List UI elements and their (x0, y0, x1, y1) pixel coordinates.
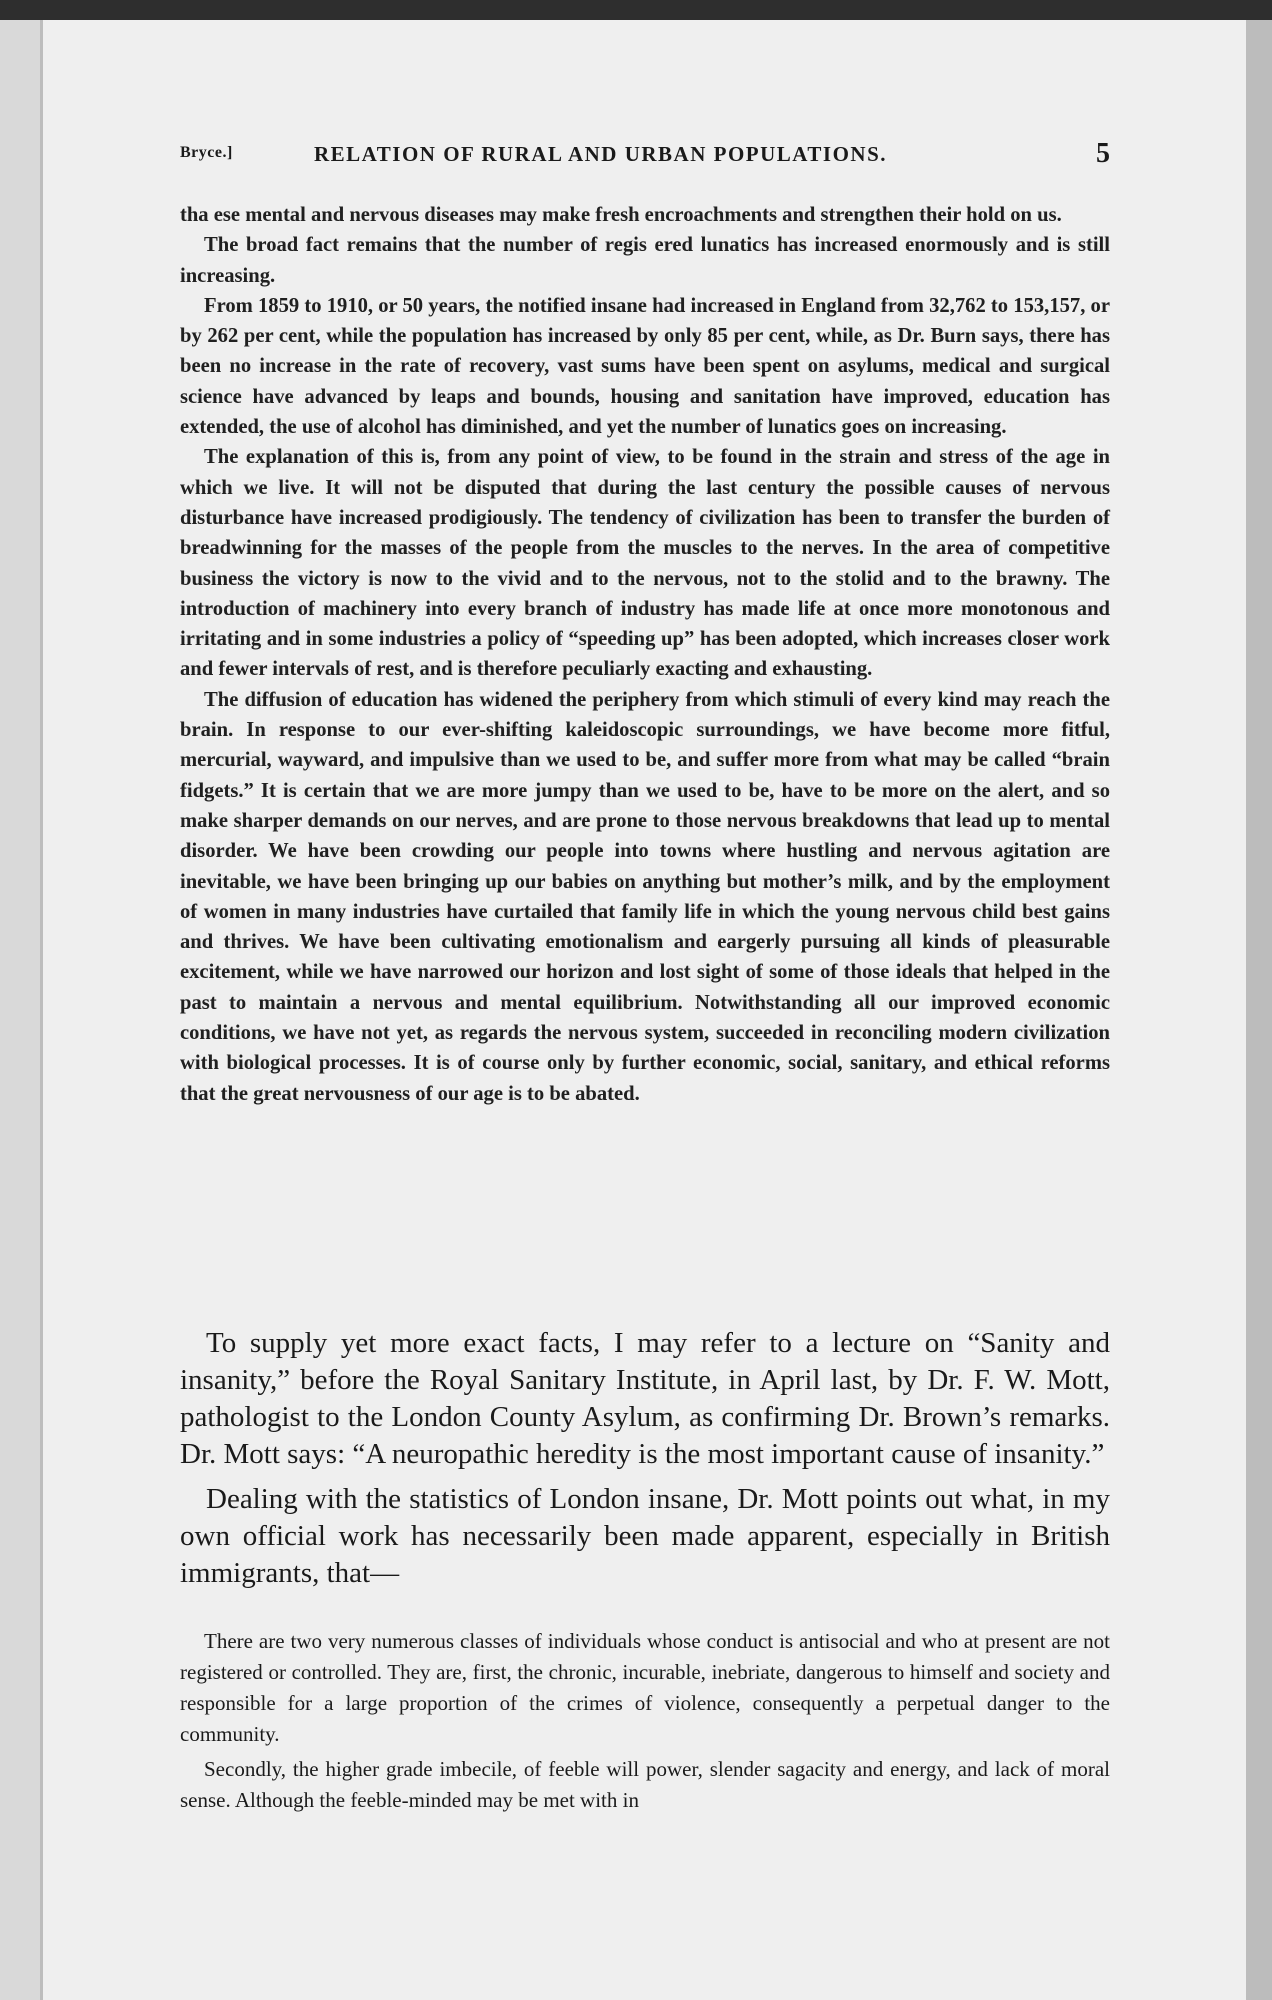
paragraph: The explanation of this is, from any point of view, to be found in the strain and stress of the age in which we live. It will not be disputed that during the last century the possible causes of nervous disturbance have increased prodigiously. The tendency of civilization has been to transfer the burden of breadwinning for the masses of the people from the muscles to the nerves. In the area of competitive business the victory is now to the vivid and to the nervous, not to the stolid and to the brawny. The introduction of machinery into every branch of industry has made life at once more monotonous and irritating and in some industries a policy of “speeding up” has been adopted, which increases closer work and fewer intervals of rest, and is therefore peculiarly exacting and exhausting. (180, 446, 1110, 681)
paragraph: To supply yet more exact facts, I may refer to a lecture on “Sanity and insanity,” before the Royal Sanitary Institute, in April last, by Dr. F. W. Mott, pathologist to the London County Asylum, as confirming Dr. Brown’s remarks. Dr. Mott says: “A neuropathic heredity is the most important cause of insanity.” (180, 1327, 1110, 1470)
small-print-quotation (180, 200, 1110, 1109)
body-text (180, 1325, 1110, 1600)
paragraph: The broad fact remains that the number of regis ered lunatics has increased enormously and is still increasing. (180, 234, 1110, 287)
scan-top-edge (0, 0, 1272, 20)
paragraph: Dealing with the statistics of London insane, Dr. Mott points out what, in my own official work has necessarily been made apparent, especially in British immigrants, that— (180, 1483, 1110, 1589)
paragraph: tha ese mental and nervous diseases may make fresh encroachments and strengthen their hold on us. (180, 204, 1062, 226)
block-quotation (180, 1626, 1110, 1820)
paragraph: From 1859 to 1910, or 50 years, the notified insane had increased in England from 32,762 to 153,157, or by 262 per cent, while the population has increased by only 85 per cent, while, as Dr. Burn says, there has been no increase in the rate of recovery, vast sums have been spent on asylums, medical and surgical science have advanced by leaps and bounds, housing and sanitation have improved, education has extended, the use of alcohol has diminished, and yet the number of lunatics goes on increasing. (180, 294, 1110, 439)
paragraph: Secondly, the higher grade imbecile, of feeble will power, slender sagacity and energy, and lack of moral sense. Although the feeble-minded may be met with in (180, 1757, 1110, 1812)
page-number: 5 (1096, 138, 1110, 169)
scan-right-margin (1246, 20, 1272, 2000)
paragraph: There are two very numerous classes of individuals whose conduct is antisocial and who at present are not registered or controlled. They are, first, the chronic, incurable, inebriate, dangerous to himself and society and responsible for a large proportion of the crimes of violence, consequently a perpetual danger to the community. (180, 1629, 1110, 1746)
page-binding-edge (40, 20, 43, 2000)
paragraph: The diffusion of education has widened the periphery from which stimuli of every kind may reach the brain. In response to our ever-shifting kaleidoscopic surroundings, we have become more fitful, mercurial, wayward, and impulsive than we used to be, and suffer more from what may be called “brain fidgets.” It is certain that we are more jumpy than we used to be, have to be more on the alert, and so make sharper demands on our nerves, and are prone to those nervous breakdowns that lead up to mental disorder. We have been crowding our people into towns where hustling and nervous agitation are inevitable, we have been bringing up our babies on anything but mother’s milk, and by the employment of women in many industries have curtailed that family life in which the young nervous child best gains and thrives. We have been cultivating emotionalism and eargerly pursuing all kinds of pleasurable excitement, while we have narrowed our horizon and lost sight of some of those ideals that helped in the past to maintain a nervous and mental equilibrium. Notwithstanding all our improved economic conditions, we have not yet, as regards the nervous system, succeeded in reconciling modern civilization with biological processes. It is of course only by further economic, social, sanitary, and ethical reforms that the great nervousness of our age is to be abated. (180, 688, 1110, 1105)
running-header (180, 138, 1110, 178)
header-author: Bryce.] (180, 144, 233, 161)
header-title: RELATION OF RURAL AND URBAN POPULATIONS. (314, 142, 887, 166)
